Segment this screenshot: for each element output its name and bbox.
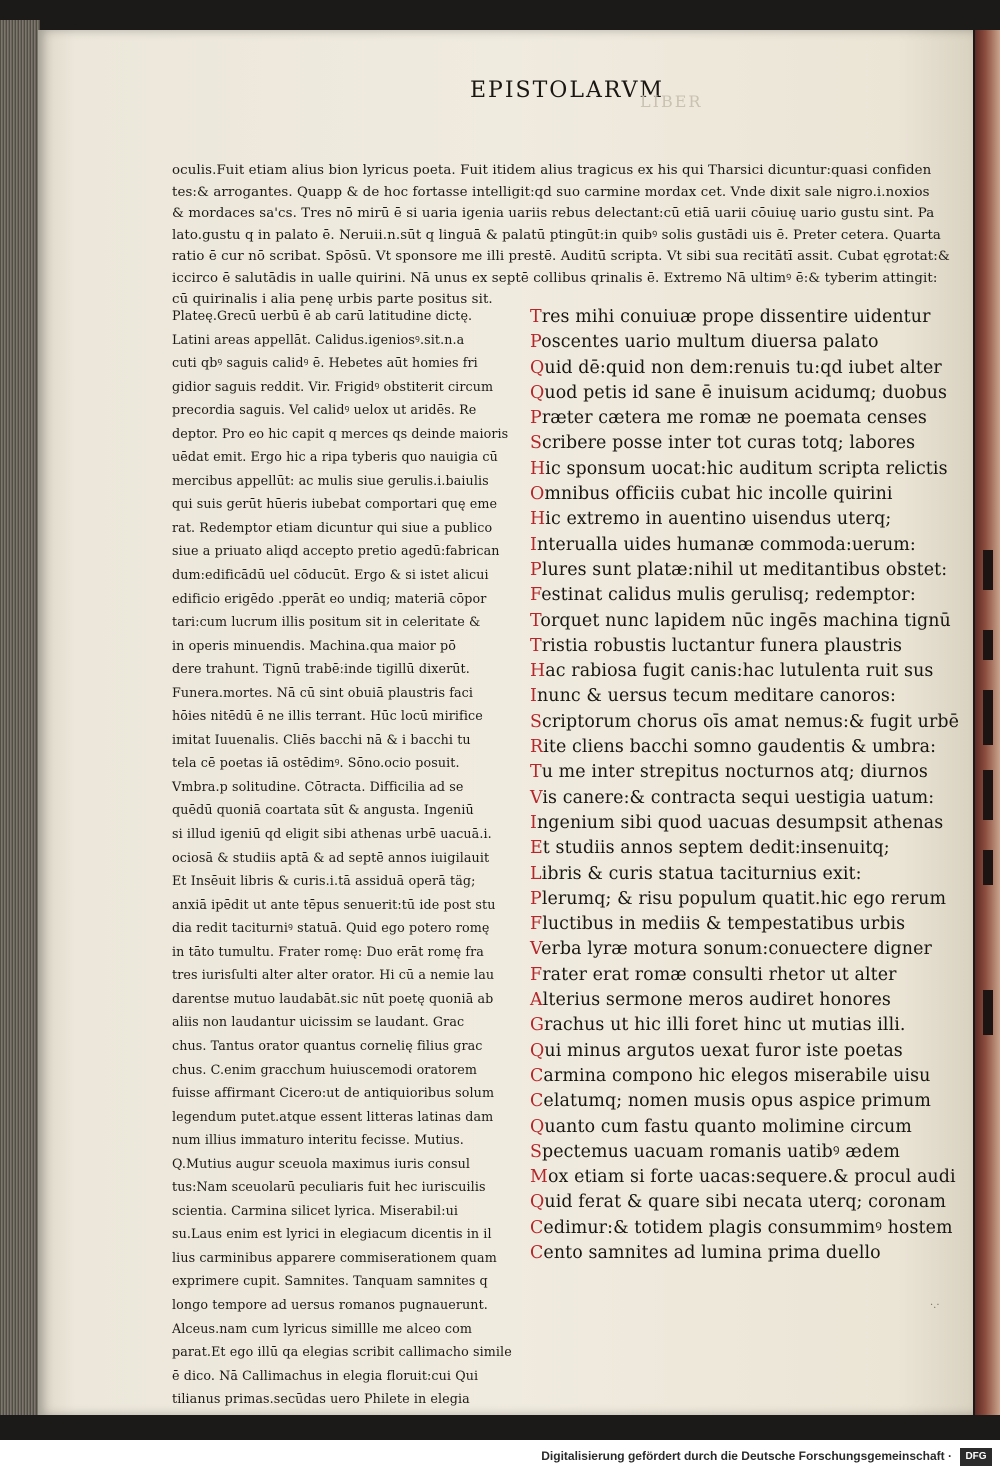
verse-line: Qui minus argutos uexat furor iste poetas	[530, 1040, 903, 1061]
facing-page-edge	[975, 30, 1000, 1415]
commentary-line: deptor. Pro eo hic capit q merces qs deinde maioris	[172, 426, 509, 442]
running-head: EPISTOLARVM	[470, 78, 665, 103]
commentary-line: fuisse affirmant Cicero:ut de antiquioribus solum	[172, 1086, 495, 1102]
commentary-line: in tāto tumultu. Frater romę: Duo erāt romę fra	[172, 944, 484, 960]
verse-line: Scriptorum chorus oīs amat nemus:& fugit urbē	[530, 711, 960, 732]
commentary-line: & mordaces sa'cs. Tres nō mirū ē si uaria igenia uariis rebus delectant:cū etiā uarii cōuiuę uario gustu sint. Pa	[172, 206, 935, 221]
commentary-line: longo tempore ad uersus romanos pugnauerunt.	[172, 1297, 488, 1313]
commentary-line: mercibus appellūt: ac mulis siue gerulis.i.baiulis	[172, 473, 489, 489]
commentary-line: chus. C.enim gracchum huiuscemodi oratorem	[172, 1062, 478, 1078]
verse-line: Quanto cum fastu quanto molimine circum	[530, 1116, 912, 1137]
verse-line: Vis canere:& contracta sequi uestigia uatum:	[530, 787, 935, 808]
commentary-line: tela cē poetas iā ostēdimꝰ. Sōno.ocio posuit.	[172, 756, 460, 772]
commentary-line: legendum putet.atque essent litteras latinas dam	[172, 1109, 494, 1125]
commentary-line: precordia saguis. Vel calidꝰ uelox ut aridēs. Re	[172, 403, 477, 419]
commentary-line: su.Laus enim est lyrici in elegiacum dicentis in il	[172, 1227, 492, 1243]
verse-line: Mox etiam si forte uacas:sequere.& procul audi	[530, 1167, 956, 1188]
verse-line: Cento samnites ad lumina prima duello	[530, 1242, 881, 1263]
commentary-line: rat. Redemptor etiam dicuntur qui siue a publico	[172, 520, 493, 536]
commentary-line: hōies nitēdū ē ne illis terrant. Hūc locū mirifice	[172, 709, 483, 725]
verse-line: Torquet nunc lapidem nūc ingēs machina tignū	[530, 610, 951, 631]
dfg-logo: DFG	[960, 1448, 992, 1466]
verse-line: Alterius sermone meros audiret honores	[530, 990, 891, 1011]
commentary-line: gidior saguis reddit. Vir. Frigidꝰ obstiterit circum	[172, 379, 494, 395]
commentary-line: cū quirinalis i alia penę urbis parte positus sit.	[172, 292, 493, 307]
commentary-line: tres iurisſulti alter alter orator. Hi cū a nemie lau	[172, 968, 495, 984]
verse-line: Cedimur:& totidem plagis consummimꝰ hostem	[530, 1217, 953, 1238]
commentary-line: tus:Nam sceuolarū peculiaris fuit hec iuriscuilis	[172, 1180, 486, 1196]
commentary-line: dia redit taciturniꝰ statuā. Quid ego potero romę	[172, 921, 490, 937]
commentary-line: Funera.mortes. Nā cū sint obuiā plaustris faci	[172, 685, 474, 701]
verse-line: Poscentes uario multum diuersa palato	[530, 332, 879, 353]
verse-line: Fluctibus in mediis & tempestatibus urbis	[530, 914, 906, 935]
verse-line: Tristia robustis luctantur funera plaustris	[530, 635, 903, 656]
verse-line: Interualla uides humanæ commoda:uerum:	[530, 534, 916, 555]
commentary-line: tari:cum lucrum illis positum sit in celeritate &	[172, 615, 481, 631]
commentary-line: uēdat emit. Ergo hic a ripa tyberis quo nauigia cū	[172, 450, 498, 466]
commentary-line: anxiā ipēdit ut ante tēpus senuerit:tū ide post stu	[172, 897, 496, 913]
verse-line: Quod petis id sane ē inuisum acidumq; duobus	[530, 382, 948, 403]
verse-line: Inunc & uersus tecum meditare canoros:	[530, 686, 896, 707]
verse-line: Hic sponsum uocat:hic auditum scripta relictis	[530, 458, 948, 479]
verse-line: Præter cætera me romæ ne poemata censes	[530, 408, 927, 429]
commentary-line: lius carminibus apparere commiserationem quam	[172, 1250, 497, 1266]
page-mark: ·.·	[930, 1300, 940, 1311]
verse-line: Quid ferat & quare sibi necata uterq; coronam	[530, 1192, 947, 1213]
commentary-line: qui suis gerūt hūeris iubebat comportari quę eme	[172, 497, 498, 513]
commentary-line: Plateę.Grecū uerbū ē ab carū latitudine dictę.	[172, 309, 473, 324]
commentary-line: lato.gustu q in palato ē. Neruii.n.sūt q linguā & palatū ptingūt:in quibꝰ solis gustādi uis ē. Preter cetera. Quarta	[172, 227, 941, 243]
commentary-line: siue a priuato aliqd accepto pretio agedū:fabrican	[172, 544, 500, 560]
verse-line: Plures sunt platæ:nihil ut meditantibus obstet:	[530, 559, 948, 580]
verse-line: Tres mihi conuiuæ prope dissentire uidentur	[530, 307, 931, 327]
verse-line: Grachus ut hic illi foret hinc ut mutias illi.	[530, 1015, 906, 1036]
commentary-line: dere trahunt. Tignū trabē:inde tigillū dixerūt.	[172, 662, 470, 678]
verse-line: Celatumq; nomen musis opus aspice primum	[530, 1091, 932, 1112]
book-page-edges	[0, 20, 40, 1415]
commentary-line: Q.Mutius augur sceuola maximus iuris consul	[172, 1156, 471, 1172]
commentary-line: quēdū quoniā coartata sūt & angusta. Ingeniū	[172, 803, 474, 819]
commentary-line: oculis.Fuit etiam alius bion lyricus poeta. Fuit itidem alius tragicus ex his qui Tharsici dicuntur:quasi confiden	[172, 163, 932, 178]
commentary-line: scientia. Carmina silicet lyrica. Miserabil:ui	[172, 1203, 459, 1219]
verse-line: Frater erat romæ consulti rhetor ut alter	[530, 964, 897, 985]
verse-column	[530, 305, 970, 1266]
verse-line: Hac rabiosa fugit canis:hac lutulenta ruit sus	[530, 661, 934, 682]
verse-line: Ingenium sibi quod uacuas desumpsit athenas	[530, 812, 944, 833]
verse-line: Et studiis annos septem dedit:insenuitq;	[530, 838, 890, 859]
verse-line: Hic extremo in auentino uisendus uterq;	[530, 509, 892, 530]
commentary-line: in operis minuendis. Machina.qua maior pō	[172, 638, 456, 654]
commentary-column	[172, 305, 527, 1412]
verse-line: Tu me inter strepitus nocturnos atq; diurnos	[530, 762, 928, 783]
verse-line: Carmina compono hic elegos miserabile uisu	[530, 1065, 931, 1086]
digitization-footer	[0, 1440, 1000, 1476]
verse-line: Spectemus uacuam romanis uatibꝰ ædem	[530, 1141, 900, 1162]
commentary-line: Alceus.nam cum lyricus simillle me alceo com	[172, 1321, 473, 1337]
commentary-line: num illius immaturo interitu fecisse. Mutius.	[172, 1133, 464, 1149]
commentary-line: imitat Iuuenalis. Cliēs bacchi nā & i bacchi tu	[172, 732, 471, 748]
commentary-line: dum:edificādū uel cōducūt. Ergo & si istet alicui	[172, 568, 489, 584]
commentary-line: tilianus primas.secūdas uero Philete in elegia	[172, 1392, 470, 1408]
verse-line: Festinat calidus mulis gerulisq; redemptor:	[530, 585, 916, 606]
commentary-line: Latini areas appellāt. Calidus.igeniosꝰ.sit.n.a	[172, 332, 465, 348]
commentary-line: chus. Tantus orator quantus cornelię filius grac	[172, 1038, 483, 1054]
commentary-line: aliis non laudantur uicissim se laudant. Grac	[172, 1015, 465, 1031]
verse-line: Libris & curis statua taciturnius exit:	[530, 863, 862, 884]
commentary-line: exprimere cupit. Samnites. Tanquam samnites q	[172, 1274, 488, 1290]
commentary-line: Et Insēuit libris & curis.i.tā assiduā operā täg;	[172, 874, 476, 890]
verse-line: Omnibus officiis cubat hic incolle quirini	[530, 484, 893, 505]
verse-line: Scribere posse inter tot curas totq; labores	[530, 433, 916, 454]
commentary-line: si illud igeniū qd eligit sibi athenas urbē uacuā.i.	[172, 827, 492, 843]
commentary-top-block	[172, 160, 952, 311]
commentary-line: edificio erigēdo .pperāt eo undiq; materiā cōpor	[172, 591, 487, 607]
commentary-line: Vmbra.p solitudine. Cōtracta. Difficilia ad se	[172, 779, 464, 795]
funding-credit: Digitalisierung gefördert durch die Deutsche Forschungsgemeinschaft ·	[541, 1449, 952, 1463]
commentary-line: darentse mutuo laudabāt.sic nūt poetę quoniā ab	[172, 991, 494, 1007]
commentary-line: parat.Et ego illū qa elegias scribit callimacho simile	[172, 1345, 512, 1361]
verse-line: Rite cliens bacchi somno gaudentis & umbra:	[530, 737, 937, 758]
bleed-through-head: LIBER	[640, 92, 703, 111]
commentary-line: iccirco ē salutādis in ualle quirini. Nā unus ex septē collibus qrinalis ē. Extremo Nā ultimꝰ ē:& tyberim attingit:	[172, 270, 938, 286]
verse-line: Verba lyræ motura sonum:conuectere digner	[530, 939, 932, 960]
commentary-line: ratio ē cur nō scribat. Spōsū. Vt sponsore me illi prestē. Auditū scripta. Vt sibi sua recitātī assit. Cubat ęgrotat:&	[172, 249, 950, 264]
commentary-line: ociosā & studiis aptā & ad septē annos iuigilauit	[172, 850, 490, 866]
verse-line: Plerumq; & risu populum quatit.hic ego rerum	[530, 888, 947, 909]
commentary-line: cuti qbꝰ saguis calidꝰ ē. Hebetes aūt homies fri	[172, 356, 478, 372]
verse-line: Quid dē:quid non dem:renuis tu:qd iubet alter	[530, 357, 942, 378]
commentary-line: tes:& arrogantes. Quapp & de hoc fortasse intelligit:qd suo carmine mordax cet. Vnde dixit sale nigro.i.noxios	[172, 184, 930, 200]
commentary-line: ē dico. Nā Callimachus in elegia floruit:cui Qui	[172, 1368, 479, 1384]
